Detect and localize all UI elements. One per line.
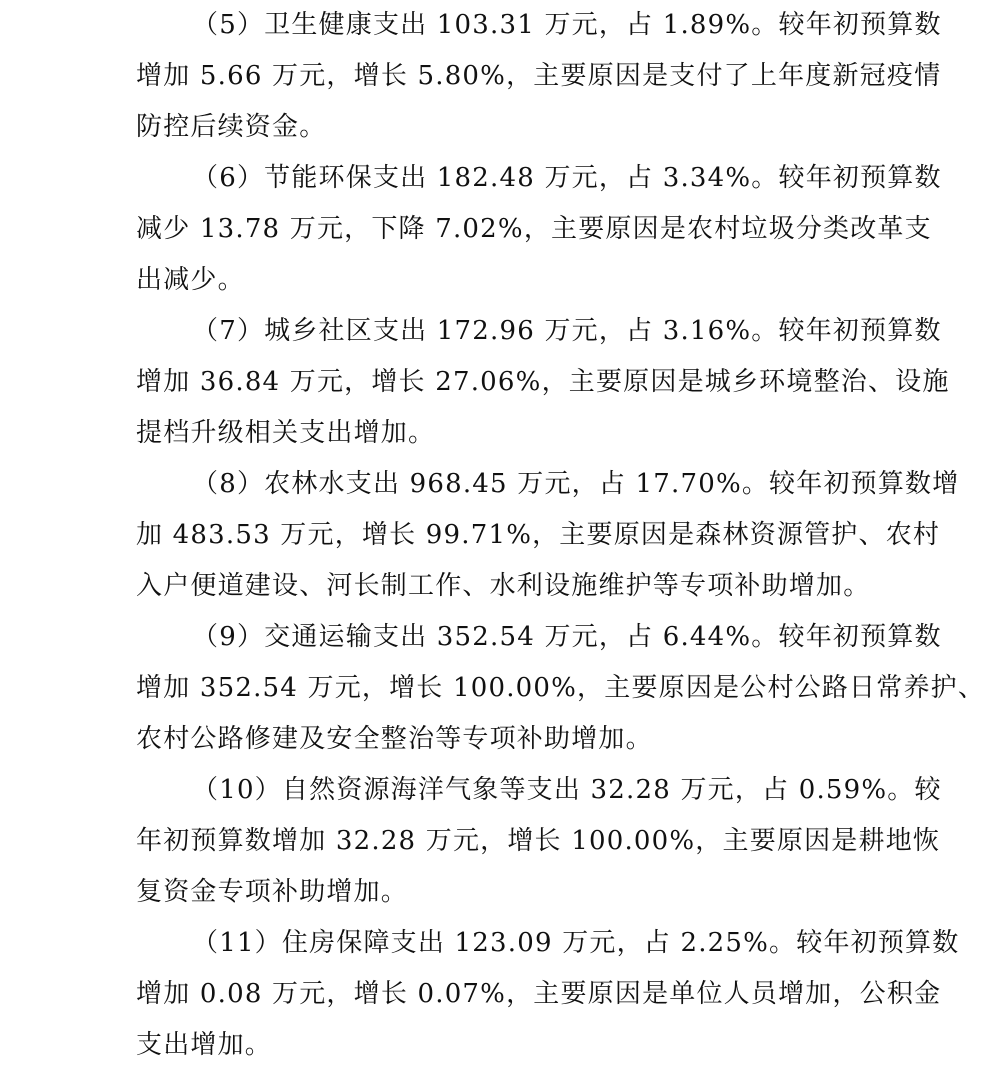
text-line: （8）农林水支出 968.45 万元，占 17.70%。较年初预算数增 [192, 469, 960, 499]
text-line: 增加 352.54 万元，增长 100.00%，主要原因是公村公路日常养护、 [136, 673, 986, 703]
text-line: 出减少。 [136, 265, 245, 295]
paragraph-energy-environment-expenditure [136, 153, 942, 306]
text-line: 农村公路修建及安全整治等专项补助增加。 [136, 724, 653, 754]
document-page [136, 0, 986, 1071]
paragraph-agriculture-forestry-water-expenditure [136, 459, 960, 612]
text-line: （11）住房保障支出 123.09 万元，占 2.25%。较年初预算数 [192, 928, 960, 958]
text-line: 加 483.53 万元，增长 99.71%，主要原因是森林资源管护、农村 [136, 520, 941, 550]
text-line: 复资金专项补助增加。 [136, 877, 409, 907]
paragraph-transportation-expenditure [136, 612, 986, 765]
text-line: 提档升级相关支出增加。 [136, 418, 436, 448]
text-line: （5）卫生健康支出 103.31 万元，占 1.89%。较年初预算数 [192, 10, 942, 40]
paragraph-natural-resources-expenditure [136, 765, 942, 918]
text-line: 年初预算数增加 32.28 万元，增长 100.00%，主要原因是耕地恢 [136, 826, 941, 856]
paragraph-urban-rural-community-expenditure [136, 306, 950, 459]
text-line: 增加 0.08 万元，增长 0.07%，主要原因是单位人员增加，公积金 [136, 979, 942, 1009]
text-line: （7）城乡社区支出 172.96 万元，占 3.16%。较年初预算数 [192, 316, 942, 346]
text-line: 防控后续资金。 [136, 112, 327, 142]
text-line: （10）自然资源海洋气象等支出 32.28 万元，占 0.59%。较 [192, 775, 942, 805]
paragraph-health-expenditure [136, 0, 942, 153]
text-line: 支出增加。 [136, 1030, 273, 1060]
text-line: 入户便道建设、河长制工作、水利设施维护等专项补助增加。 [136, 571, 871, 601]
text-line: （9）交通运输支出 352.54 万元，占 6.44%。较年初预算数 [192, 622, 942, 652]
text-line: 减少 13.78 万元，下降 7.02%，主要原因是农村垃圾分类改革支 [136, 214, 932, 244]
text-line: （6）节能环保支出 182.48 万元，占 3.34%。较年初预算数 [192, 163, 942, 193]
text-line: 增加 5.66 万元，增长 5.80%，主要原因是支付了上年度新冠疫情 [136, 61, 942, 91]
paragraph-housing-security-expenditure [136, 918, 960, 1071]
text-line: 增加 36.84 万元，增长 27.06%，主要原因是城乡环境整治、设施 [136, 367, 950, 397]
